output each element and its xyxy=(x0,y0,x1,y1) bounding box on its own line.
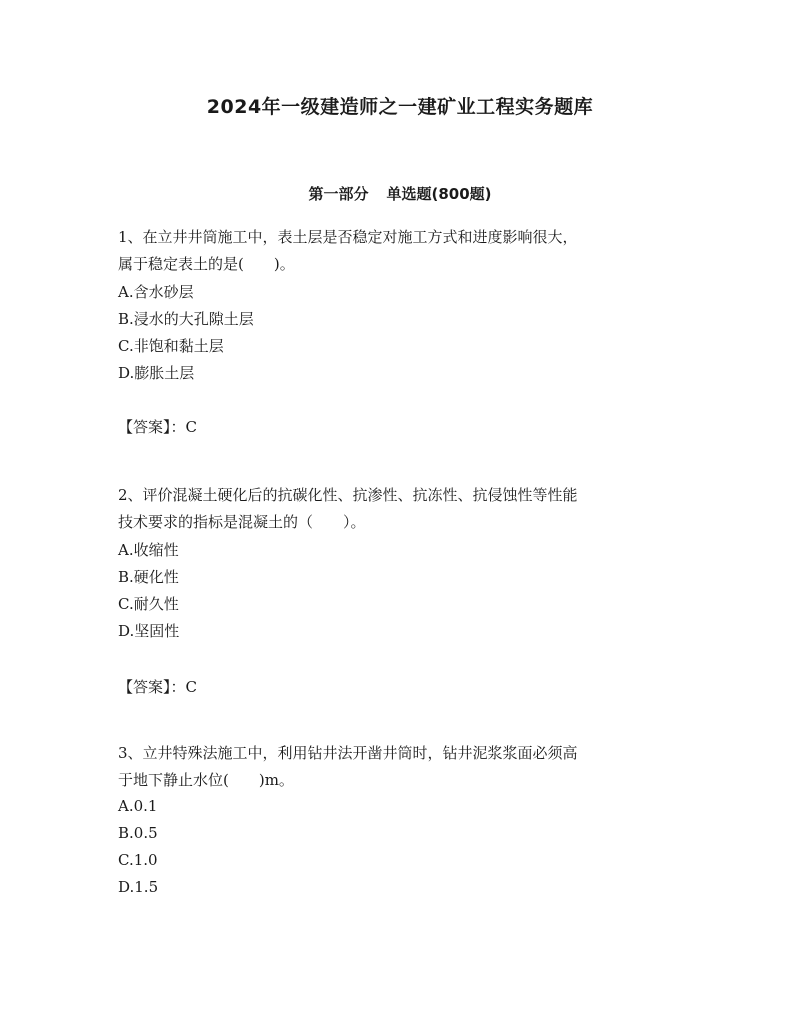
question-3-option-d: D.1.5 xyxy=(118,878,159,896)
question-3-option-a: A.0.1 xyxy=(118,797,158,815)
document-title: 2024年一级建造师之一建矿业工程实务题库 xyxy=(206,96,594,118)
section-name-label: 单选题(800题) xyxy=(386,185,492,203)
question-1-option-d: D.膨胀土层 xyxy=(118,364,195,382)
question-2-option-c: C.耐久性 xyxy=(118,595,179,613)
question-1-option-c: C.非饱和黏土层 xyxy=(118,337,224,355)
question-2-option-b: B.硬化性 xyxy=(118,568,179,586)
question-2-stem-line-2: 技术要求的指标是混凝土的（ ）。 xyxy=(118,513,366,531)
question-3-option-b: B.0.5 xyxy=(118,824,158,842)
question-1-option-a: A.含水砂层 xyxy=(118,283,194,301)
question-2-option-d: D.坚固性 xyxy=(118,622,180,640)
question-1-answer xyxy=(118,416,197,437)
question-2-stem-line-1: 2、评价混凝土硬化后的抗碳化性、抗渗性、抗冻性、抗侵蚀性等性能 xyxy=(118,486,578,504)
answer-value: ：C xyxy=(170,678,197,696)
answer-label: 【答案】 xyxy=(118,678,171,696)
answer-label: 【答案】 xyxy=(118,418,171,436)
question-1-option-b: B.浸水的大孔隙土层 xyxy=(118,310,254,328)
question-1-stem-line-2: 属于稳定表土的是( )。 xyxy=(118,255,295,273)
question-1-stem-line-1: 1、在立井井筒施工中，表土层是否稳定对施工方式和进度影响很大， xyxy=(118,228,578,246)
question-3-option-c: C.1.0 xyxy=(118,851,158,869)
question-3-stem-line-2: 于地下静止水位( )m。 xyxy=(118,771,294,789)
question-3-stem-line-1: 3、立井特殊法施工中，利用钻井法开凿井筒时，钻井泥浆浆面必须高 xyxy=(118,744,578,762)
section-part-label: 第一部分 xyxy=(308,185,369,203)
question-2-answer xyxy=(118,676,197,697)
section-heading xyxy=(0,183,800,204)
answer-value: ：C xyxy=(170,418,197,436)
question-2-option-a: A.收缩性 xyxy=(118,541,179,559)
